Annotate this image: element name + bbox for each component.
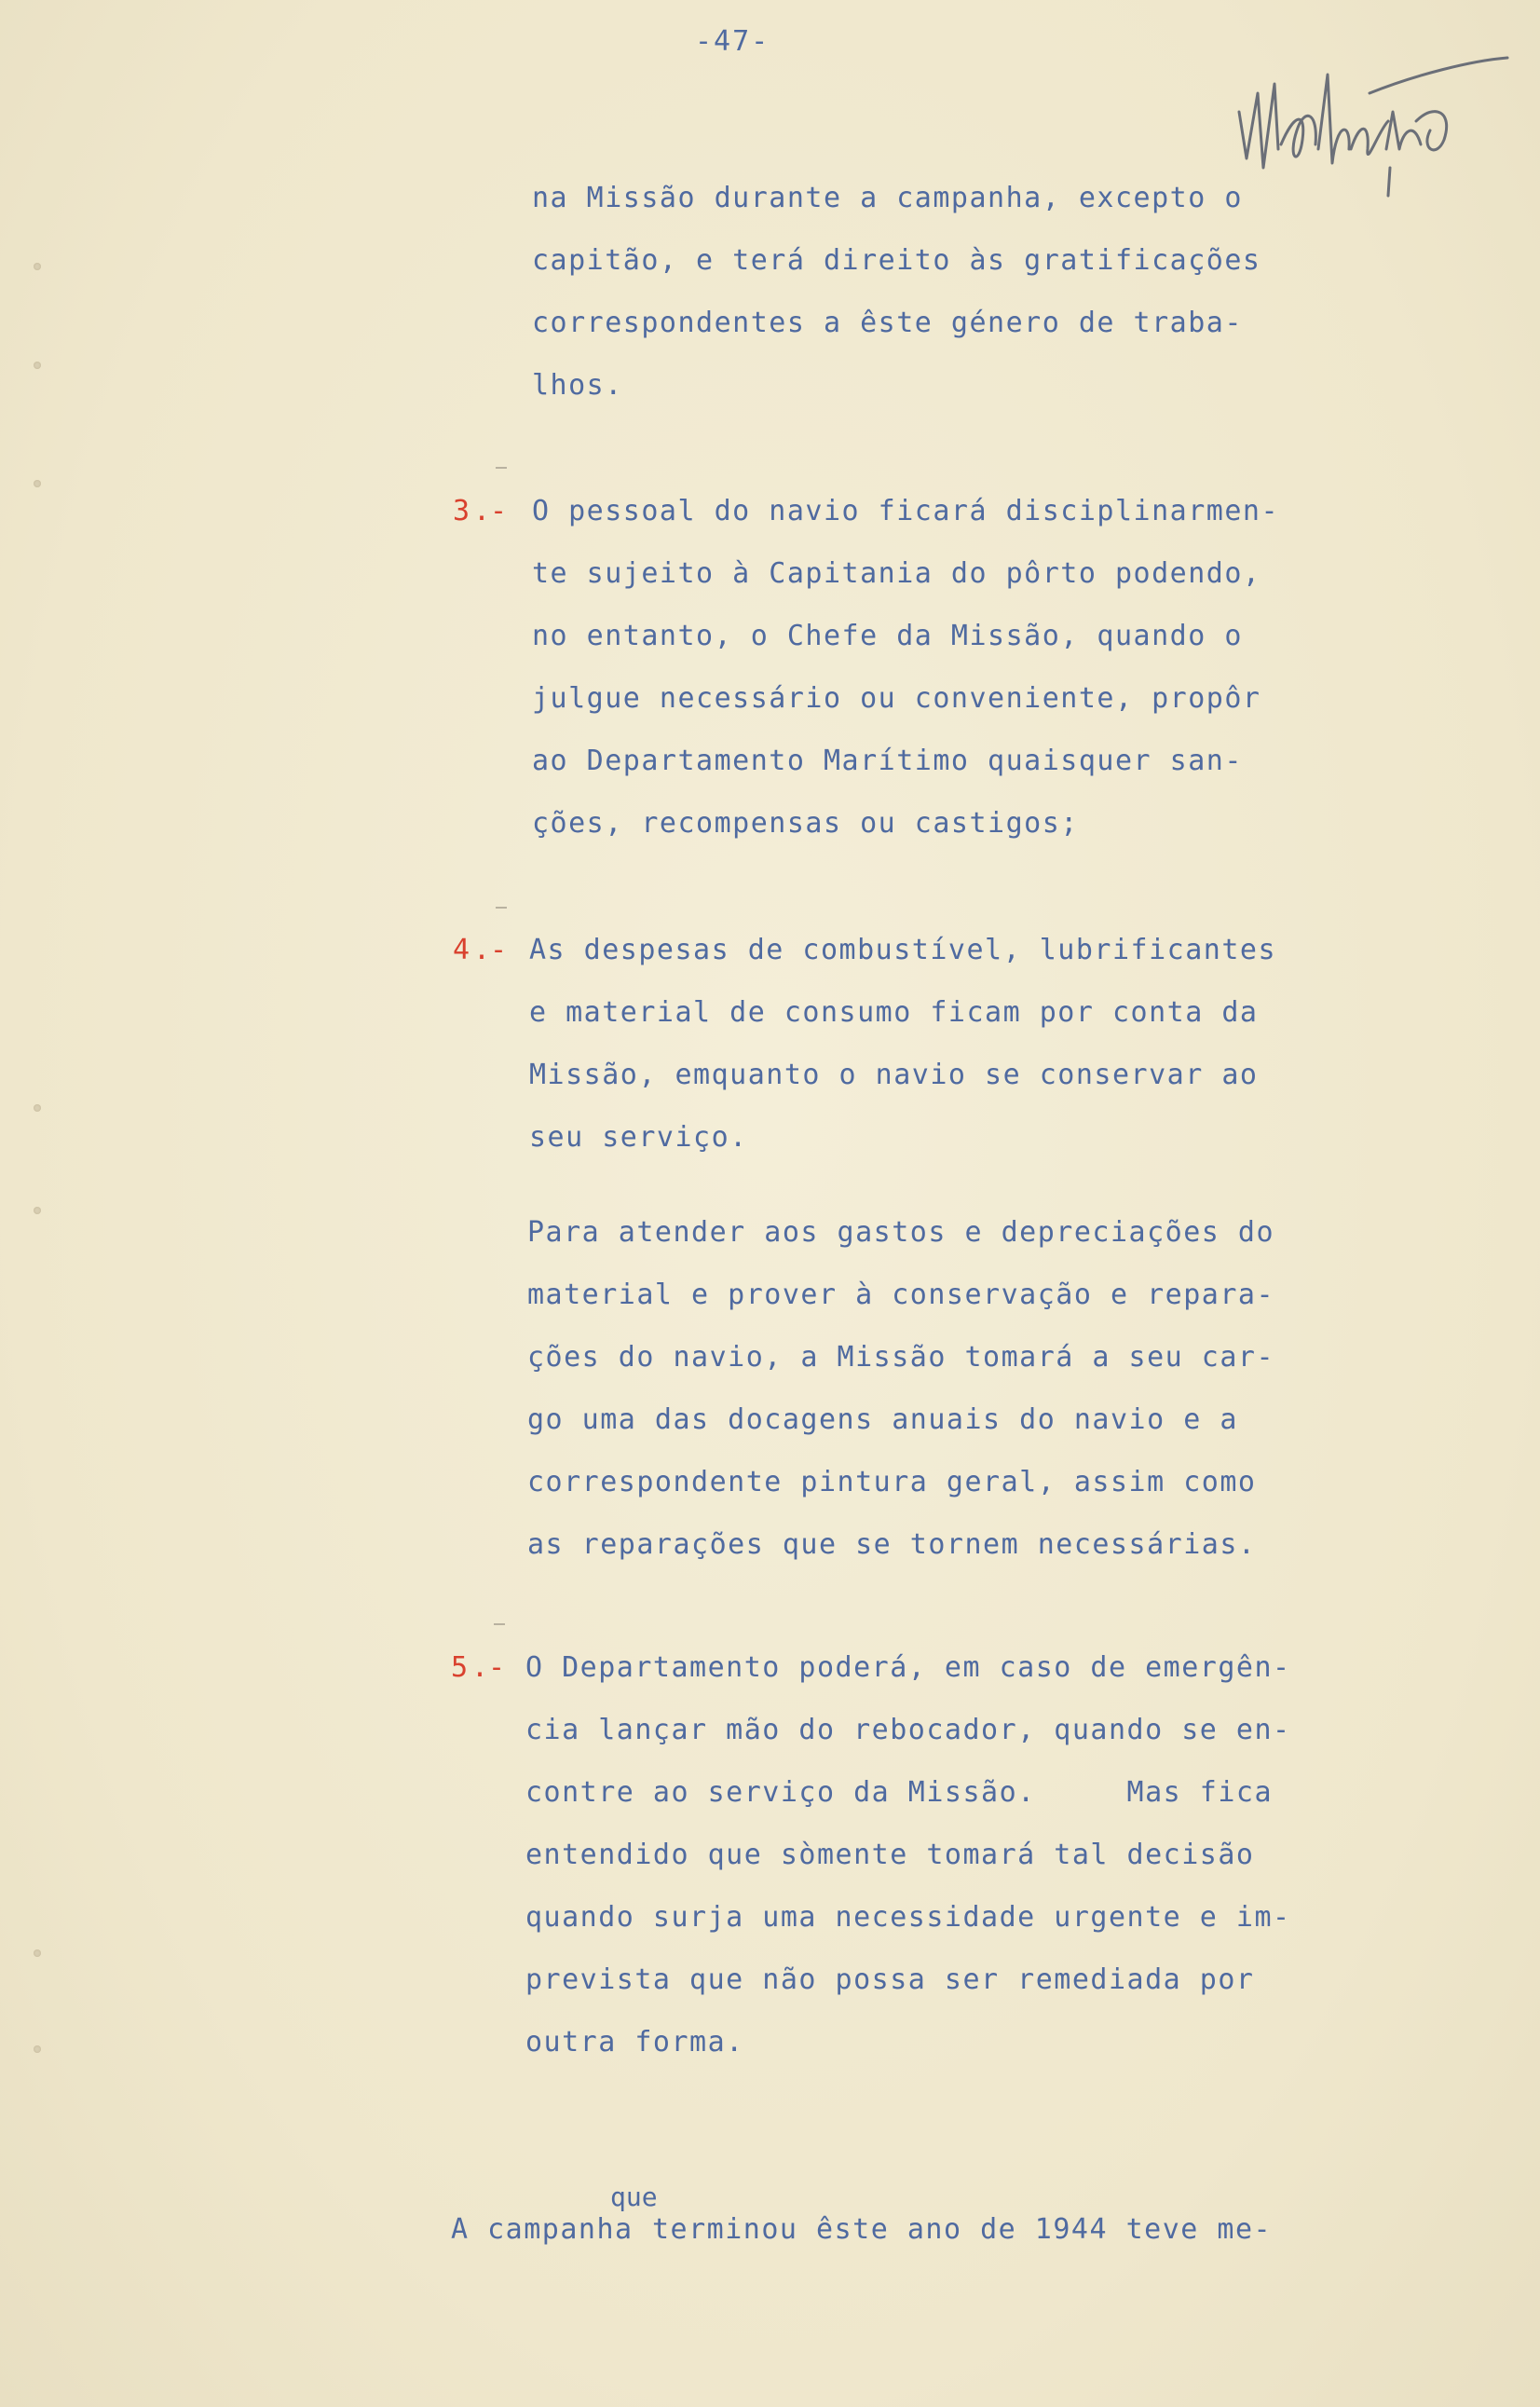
paragraph-line: correspondentes a êste género de traba- bbox=[532, 307, 1243, 339]
item-number: 4 bbox=[453, 934, 471, 966]
paragraph-line: lhos. bbox=[532, 369, 623, 402]
item-number-suffix: .- bbox=[473, 934, 508, 966]
paragraph-line: ções do navio, a Missão tomará a seu car- bbox=[527, 1341, 1275, 1374]
paragraph-line: e material de consumo ficam por conta da bbox=[529, 996, 1259, 1029]
binding-hole bbox=[34, 2045, 41, 2053]
paragraph-line: contre ao serviço da Missão. Mas fica bbox=[525, 1776, 1274, 1809]
paragraph-line: outra forma. bbox=[525, 2026, 744, 2058]
paragraph-line: cia lançar mão do rebocador, quando se en- bbox=[525, 1714, 1291, 1746]
signature-mark bbox=[1230, 56, 1509, 214]
paragraph-line: correspondente pintura geral, assim como bbox=[527, 1466, 1257, 1498]
paragraph-line: te sujeito à Capitania do pôrto podendo, bbox=[532, 557, 1261, 590]
paragraph-line: material e prover à conservação e repara- bbox=[527, 1279, 1275, 1311]
paragraph-line: O pessoal do navio ficará disciplinarmen- bbox=[532, 495, 1280, 527]
page-number: -47- bbox=[695, 25, 770, 58]
binding-hole bbox=[34, 480, 41, 487]
binding-hole bbox=[34, 263, 41, 270]
binding-hole bbox=[34, 362, 41, 369]
closing-line-end: terminou êste ano de 1944 teve me- bbox=[652, 2213, 1273, 2246]
paragraph-line: entendido que sòmente tomará tal decisão bbox=[525, 1839, 1255, 1871]
closing-line-start: A campanha bbox=[451, 2213, 634, 2246]
paragraph-line: ções, recompensas ou castigos; bbox=[532, 807, 1079, 840]
margin-tick bbox=[494, 1623, 505, 1625]
paragraph-line: As despesas de combustível, lubrificantes bbox=[529, 934, 1277, 966]
paragraph-line: na Missão durante a campanha, excepto o bbox=[532, 182, 1243, 214]
paragraph-line: go uma das docagens anuais do navio e a bbox=[527, 1403, 1238, 1436]
paragraph-line: julgue necessário ou conveniente, propôr bbox=[532, 682, 1261, 715]
paragraph-line: as reparações que se tornem necessárias. bbox=[527, 1528, 1257, 1561]
paragraph-line: seu serviço. bbox=[529, 1121, 748, 1154]
paragraph-line: capitão, e terá direito às gratificações bbox=[532, 244, 1261, 277]
paragraph-line: Para atender aos gastos e depreciações do bbox=[527, 1216, 1275, 1249]
binding-hole bbox=[34, 1207, 41, 1214]
item-number: 5 bbox=[451, 1651, 470, 1684]
item-number-suffix: .- bbox=[473, 495, 508, 527]
paragraph-line: Missão, emquanto o navio se conservar ao bbox=[529, 1059, 1259, 1091]
paragraph-line: quando surja uma necessidade urgente e im- bbox=[525, 1901, 1291, 1934]
item-number: 3 bbox=[453, 495, 471, 527]
interlinear-insertion: que bbox=[610, 2181, 658, 2212]
paragraph-line: O Departamento poderá, em caso de emergên- bbox=[525, 1651, 1291, 1684]
paragraph-line: ao Departamento Marítimo quaisquer san- bbox=[532, 745, 1243, 777]
binding-hole bbox=[34, 1104, 41, 1112]
paragraph-line: no entanto, o Chefe da Missão, quando o bbox=[532, 620, 1243, 652]
paragraph-line: prevista que não possa ser remediada por bbox=[525, 1963, 1255, 1996]
margin-tick bbox=[496, 907, 507, 909]
binding-hole bbox=[34, 1949, 41, 1957]
margin-tick bbox=[496, 467, 507, 469]
item-number-suffix: .- bbox=[471, 1651, 506, 1684]
